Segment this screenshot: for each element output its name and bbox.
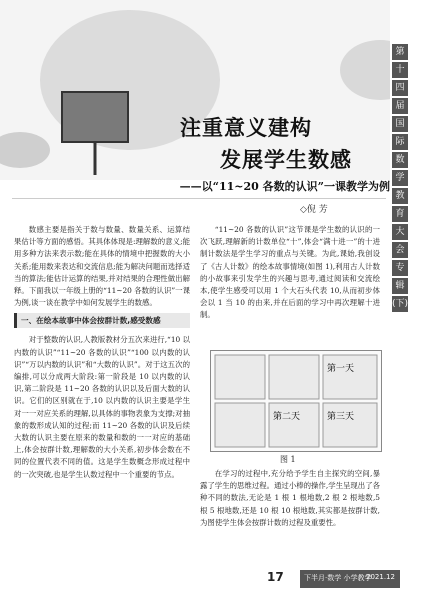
sidebar-char: 辑	[392, 278, 408, 294]
sidebar-char: 大	[392, 224, 408, 240]
article-subtitle: ——以“11~20 各数的认识”一课教学为例	[179, 180, 390, 193]
sidebar-char: 四	[392, 80, 408, 96]
figure-1	[210, 350, 382, 452]
sidebar-char: 数	[392, 152, 408, 168]
figure-caption: 图 1	[280, 455, 296, 464]
sidebar-char: 第	[392, 44, 408, 60]
sidebar	[392, 44, 408, 314]
journal-name: 下半月·数学 小学教学	[304, 574, 372, 582]
left-column	[14, 224, 190, 483]
right-column	[200, 224, 380, 324]
sidebar-char: 学	[392, 170, 408, 186]
section-heading: 一、在绘本故事中体会按群计数,感受数感	[14, 313, 190, 328]
page-number: 17	[267, 570, 284, 584]
paragraph: “11~20 各数的认识”这节课是学生数的认识的一次飞跃,理解新的计数单位“十”,体会“满十进一”的十进制计数法是学生学习的重点与关键。为此,课始,我创设了《古人计数》的绘本故事情境(如图 1),利用古人计数的小故事来引发学生的兴趣与思考,通过阅读和交流绘本,使学生感受可以用 1 个大石头代表 10,从而初步体会以 1 当 10 的由来,并在后面的学习中再次理解十进制。	[200, 225, 380, 320]
right-column-bottom	[200, 468, 380, 531]
sidebar-char: 教	[392, 188, 408, 204]
figure-label: 第二天	[273, 412, 301, 422]
paragraph: 在学习的过程中,充分给予学生自主探究的空间,暴露了学生的思维过程。通过小棒的操作,学生呈现出了各种不同的数法,无论是 1 根 1 根地数,2 根 2 根地数,5 根 5 根地数,还是 10 根 10 根地数,其实都是按群计数,为图使学生体会按群计数的过程及重要性。	[200, 469, 380, 527]
figure-label: 第一天	[327, 364, 355, 374]
figure-illustration	[211, 351, 381, 451]
footer	[0, 570, 427, 594]
sidebar-char: 会	[392, 242, 408, 258]
article-title	[180, 112, 380, 174]
sidebar-char: 专	[392, 260, 408, 276]
sidebar-char: 届	[392, 98, 408, 114]
sidebar-char: 十	[392, 62, 408, 78]
author-name: ◇倪 芳	[300, 205, 328, 215]
sidebar-char: 育	[392, 206, 408, 222]
sidebar-char: 国	[392, 116, 408, 132]
issue-number: 2021.12	[366, 573, 395, 581]
sidebar-char: 际	[392, 134, 408, 150]
title-line-2: 发展学生数感	[220, 148, 352, 172]
title-line-1: 注重意义建构	[180, 116, 312, 140]
header-divider	[12, 198, 386, 199]
figure-label: 第三天	[327, 412, 355, 422]
sidebar-char: (下)	[392, 296, 408, 312]
paragraph: 对于整数的认识,人教版教材分五次来进行,“10 以内数的认识”“11~20 各数的认识”“100 以内数的认识”“万以内数的认识”和“大数的认识”。对于这五次的编排,可以分成两大阶段:第一阶段是 10 以内数的认识,第二阶段是 11~20 各数的认识以及后面大数的认识。它们的区别就在于,10 以内数的认识主要是学生对一一对应关系的理解,以具体的事物表象为支撑;对抽象的数形成认知的过程;而 11~20 各数的认识及后续大数的认识主要在原来的数量和数的一一对应的基础上,体会按群计数,理解数的大小关系,初步体会数在不同的位置代表不同的值。这是学生数概念形成过程中的一次突破,也是学生认数过程中一个重要的节点。	[14, 335, 190, 479]
paragraph: 数感主要是指关于数与数量、数量关系、运算结果估计等方面的感悟。其具体体现是:理解数的意义;能用多种方法来表示数;能在具体的情境中把握数的大小关系;能用数来表达和交流信息;能为解决问题而选择适当的算法;能估计运算的结果,并对结果的合理性做出解释。下面我以一年级上册的“11~20 各数的认识”一课为例,谈一谈在教学中如何发展学生的数感。	[14, 225, 190, 308]
